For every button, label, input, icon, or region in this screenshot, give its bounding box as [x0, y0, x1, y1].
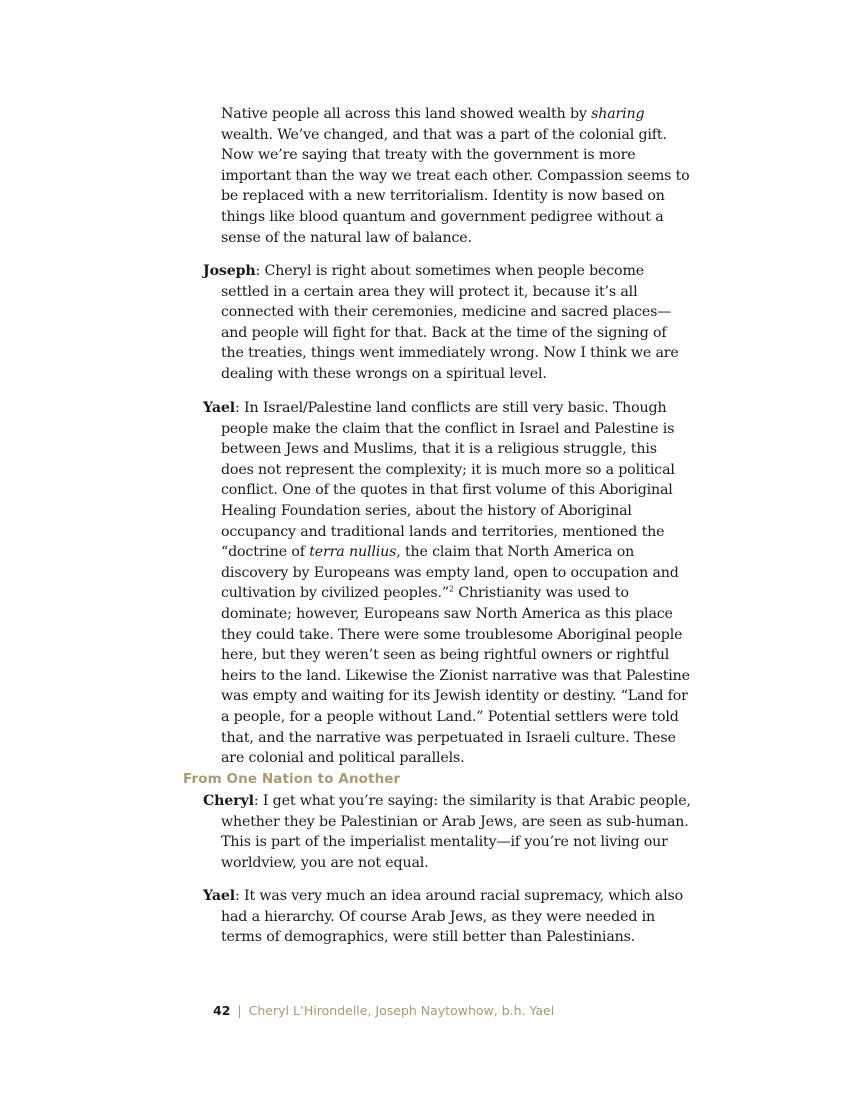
footnote-marker[interactable]: 2	[448, 584, 454, 594]
page-footer	[213, 1003, 554, 1018]
speaker-name: Joseph	[203, 263, 256, 279]
emphasis-text: terra nullius	[309, 544, 397, 561]
paragraph-text: Christianity was used to dominate; however, Europeans saw North America as this place they could take. There were some troublesome Aboriginal people here, but they weren’t seen as being rightful owners or rightful heirs to the land. Likewise the Zionist narrative was that Palestine was empty and waiting for its Jewish identity or destiny. “Land for a people, for a people without Land.” Potential settlers were told that, and the narrative was perpetuated in Israeli culture. These are colonial and political parallels.	[221, 585, 690, 767]
paragraph-yael	[203, 886, 693, 948]
paragraph-text: Native people all across this land showed wealth by	[221, 106, 592, 122]
paragraph-text: : It was very much an idea around racial supremacy, which also had a hierarchy. Of course Arab Jews, as they were needed in terms of demographics, were still better than Palestinians.	[221, 888, 684, 946]
paragraph-text: : I get what you’re saying: the similarity is that Arabic people, whether they be Palestinian or Arab Jews, are seen as sub-human. This is part of the imperialist mentality—if you’re not living our worldview, you are not equal.	[221, 793, 691, 871]
paragraph-text: : Cheryl is right about sometimes when people become settled in a certain area they will protect it, because it’s all connected with their ceremonies, medicine and sacred places—and people will fight for that. Back at the time of the signing of the treaties, things went immediately wrong. Now I think we are dealing with these wrongs on a spiritual level.	[221, 263, 679, 382]
section-heading: From One Nation to Another	[183, 771, 401, 787]
paragraph-text: , the claim that North America on discovery by Europeans was empty land, open to occupation and cultivation by civilized peoples.”	[221, 544, 679, 602]
paragraph-yael	[203, 398, 693, 769]
paragraph-text: wealth. We’ve changed, and that was a part of the colonial gift. Now we’re saying that treaty with the government is more important than the way we treat each other. Compassion seems to be replaced with a new territorialism. Identity is now based on things like blood quantum and government pedigree without a sense of the natural law of balance.	[221, 126, 690, 246]
speaker-name: Cheryl	[203, 793, 254, 809]
paragraph-joseph	[203, 261, 693, 385]
footer-authors: Cheryl L’Hirondelle, Joseph Naytowhow, b.h. Yael	[248, 1003, 555, 1018]
speaker-name: Yael	[203, 888, 236, 904]
page-number: 42	[213, 1003, 231, 1018]
paragraph-cheryl	[203, 791, 693, 873]
emphasis-text: sharing	[591, 106, 645, 122]
paragraph-text: : In Israel/Palestine land conflicts are still very basic. Though people make the claim that the conflict in Israel and Palestine is between Jews and Muslims, that it is a religious struggle, this does not represent the complexity; it is much more so a political conflict. One of the quotes in that first volume of this Aboriginal Healing Foundation series, about the history of Aboriginal occupancy and traditional lands and territories, mentioned the “doctrine of	[221, 400, 675, 561]
footer-separator: |	[237, 1003, 242, 1018]
paragraph-continuation	[203, 104, 693, 248]
speaker-name: Yael	[203, 400, 236, 416]
